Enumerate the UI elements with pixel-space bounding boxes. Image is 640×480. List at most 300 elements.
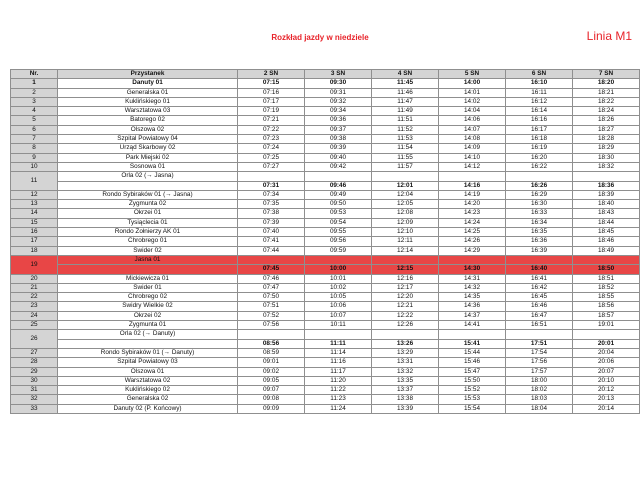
departure-time: 10:05 xyxy=(305,293,372,302)
departure-time: 14:41 xyxy=(439,321,506,330)
stop-name: Rondo Żołnierzy AK 01 xyxy=(58,228,238,237)
departure-time: 12:22 xyxy=(372,311,439,320)
departure-time: 16:46 xyxy=(506,302,573,311)
departure-time: 07:50 xyxy=(238,293,305,302)
stop-name: Chrobrego 02 xyxy=(58,293,238,302)
row-number: 28 xyxy=(11,358,58,367)
departure-time: 13:35 xyxy=(372,376,439,385)
departure-time: 14:37 xyxy=(439,311,506,320)
departure-time: 10:00 xyxy=(305,265,372,274)
table-row xyxy=(11,144,640,153)
row-number: 11 xyxy=(11,172,58,191)
stop-name: Urząd Skarbowy 02 xyxy=(58,144,238,153)
departure-time: 07:38 xyxy=(238,209,305,218)
departure-time: 16:14 xyxy=(506,107,573,116)
stop-name: Kuklińskiego 02 xyxy=(58,386,238,395)
stop-name: Szpital Powiatowy 03 xyxy=(58,358,238,367)
departure-time: 15:41 xyxy=(439,339,506,348)
departure-time: 09:37 xyxy=(305,125,372,134)
departure-time: 16:47 xyxy=(506,311,573,320)
departure-time: 16:45 xyxy=(506,293,573,302)
departure-time xyxy=(506,330,573,339)
stop-name: Danuty 02 (P. Końcowy) xyxy=(58,404,238,413)
table-row xyxy=(11,190,640,199)
row-number: 27 xyxy=(11,348,58,357)
departure-time: 08:56 xyxy=(238,339,305,348)
row-number: 21 xyxy=(11,283,58,292)
row-number: 14 xyxy=(11,209,58,218)
row-number: 8 xyxy=(11,144,58,153)
departure-time: 18:22 xyxy=(573,97,640,106)
table-row xyxy=(11,293,640,302)
departure-time: 16:10 xyxy=(506,79,573,88)
table-row xyxy=(11,283,640,292)
departure-time: 09:02 xyxy=(238,367,305,376)
header-row xyxy=(11,70,640,79)
departure-time: 11:46 xyxy=(372,88,439,97)
departure-time: 16:39 xyxy=(506,246,573,255)
departure-time: 17:54 xyxy=(506,348,573,357)
departure-time: 18:44 xyxy=(573,218,640,227)
row-number: 3 xyxy=(11,97,58,106)
departure-time: 14:01 xyxy=(439,88,506,97)
stop-name: Zygmunta 02 xyxy=(58,200,238,209)
column-header: Nr. xyxy=(11,70,58,79)
departure-time: 13:38 xyxy=(372,395,439,404)
departure-time: 09:40 xyxy=(305,153,372,162)
departure-time: 16:33 xyxy=(506,209,573,218)
departure-time: 16:22 xyxy=(506,162,573,171)
departure-time: 16:40 xyxy=(506,265,573,274)
departure-time: 16:17 xyxy=(506,125,573,134)
departure-time: 09:46 xyxy=(305,181,372,190)
departure-time: 09:55 xyxy=(305,228,372,237)
departure-time: 14:25 xyxy=(439,228,506,237)
departure-time xyxy=(372,172,439,181)
row-number: 25 xyxy=(11,321,58,330)
timetable xyxy=(10,69,640,414)
departure-time: 14:06 xyxy=(439,116,506,125)
departure-time: 09:59 xyxy=(305,246,372,255)
departure-time: 13:32 xyxy=(372,367,439,376)
departure-time xyxy=(439,330,506,339)
table-row xyxy=(11,367,640,376)
departure-time: 14:23 xyxy=(439,209,506,218)
table-row xyxy=(11,79,640,88)
row-number: 32 xyxy=(11,395,58,404)
stop-name: Olszowa 01 xyxy=(58,367,238,376)
table-row xyxy=(11,404,640,413)
departure-time: 18:21 xyxy=(573,88,640,97)
departure-time: 07:22 xyxy=(238,125,305,134)
stop-name: Batorego 02 xyxy=(58,116,238,125)
table-row xyxy=(11,255,640,264)
departure-time: 18:56 xyxy=(573,302,640,311)
departure-time: 18:02 xyxy=(506,386,573,395)
departure-time: 11:47 xyxy=(372,97,439,106)
departure-time: 12:04 xyxy=(372,190,439,199)
departure-time xyxy=(439,255,506,264)
departure-time: 07:25 xyxy=(238,153,305,162)
departure-time xyxy=(305,255,372,264)
column-header: 3 SN xyxy=(305,70,372,79)
departure-time: 12:21 xyxy=(372,302,439,311)
row-number: 15 xyxy=(11,218,58,227)
stop-name-continued xyxy=(58,265,238,274)
departure-time xyxy=(372,255,439,264)
departure-time: 18:30 xyxy=(573,153,640,162)
departure-time: 19:01 xyxy=(573,321,640,330)
departure-time: 20:12 xyxy=(573,386,640,395)
departure-time: 10:01 xyxy=(305,274,372,283)
departure-time: 15:46 xyxy=(439,358,506,367)
table-row xyxy=(11,209,640,218)
departure-time: 14:26 xyxy=(439,237,506,246)
departure-time xyxy=(573,330,640,339)
departure-time: 16:29 xyxy=(506,190,573,199)
departure-time: 07:47 xyxy=(238,283,305,292)
stop-name: Orla 02 (→ Jasna) xyxy=(58,172,238,181)
departure-time: 14:32 xyxy=(439,283,506,292)
departure-time: 11:53 xyxy=(372,135,439,144)
departure-time: 07:34 xyxy=(238,190,305,199)
departure-time: 09:54 xyxy=(305,218,372,227)
departure-time: 11:49 xyxy=(372,107,439,116)
row-number: 2 xyxy=(11,88,58,97)
row-number: 26 xyxy=(11,330,58,349)
departure-time: 16:11 xyxy=(506,88,573,97)
departure-time: 07:35 xyxy=(238,200,305,209)
departure-time: 07:51 xyxy=(238,302,305,311)
departure-time xyxy=(305,330,372,339)
stop-name: Chrobrego 01 xyxy=(58,237,238,246)
table-row xyxy=(11,376,640,385)
departure-time: 09:30 xyxy=(305,79,372,88)
departure-time: 18:39 xyxy=(573,190,640,199)
departure-time: 09:01 xyxy=(238,358,305,367)
departure-time: 10:02 xyxy=(305,283,372,292)
departure-time: 07:21 xyxy=(238,116,305,125)
departure-time xyxy=(238,255,305,264)
departure-time: 12:09 xyxy=(372,218,439,227)
departure-time: 18:50 xyxy=(573,265,640,274)
table-row xyxy=(11,218,640,227)
departure-time: 15:53 xyxy=(439,395,506,404)
departure-time: 11:11 xyxy=(305,339,372,348)
row-number: 33 xyxy=(11,404,58,413)
departure-time: 13:37 xyxy=(372,386,439,395)
departure-time: 14:09 xyxy=(439,144,506,153)
departure-time: 14:08 xyxy=(439,135,506,144)
departure-time: 11:55 xyxy=(372,153,439,162)
stop-name: Orla 02 (→ Danuty) xyxy=(58,330,238,339)
table-row xyxy=(11,302,640,311)
departure-time: 18:28 xyxy=(573,135,640,144)
table-row xyxy=(11,135,640,144)
table-row xyxy=(11,228,640,237)
departure-time: 14:16 xyxy=(439,181,506,190)
departure-time: 11:22 xyxy=(305,386,372,395)
stop-name: Rondo Sybiraków 01 (→ Jasna) xyxy=(58,190,238,199)
departure-time: 16:20 xyxy=(506,153,573,162)
departure-time: 14:35 xyxy=(439,293,506,302)
departure-time: 18:55 xyxy=(573,293,640,302)
stop-name: Jasna 01 xyxy=(58,255,238,264)
departure-time: 16:18 xyxy=(506,135,573,144)
departure-time: 11:17 xyxy=(305,367,372,376)
departure-time: 18:26 xyxy=(573,116,640,125)
column-header: Przystanek xyxy=(58,70,238,79)
departure-time: 07:56 xyxy=(238,321,305,330)
departure-time: 09:07 xyxy=(238,386,305,395)
departure-time: 12:11 xyxy=(372,237,439,246)
column-header: 6 SN xyxy=(506,70,573,79)
stop-name: Danuty 01 xyxy=(58,79,238,88)
departure-time: 16:34 xyxy=(506,218,573,227)
departure-time: 13:26 xyxy=(372,339,439,348)
departure-time: 13:29 xyxy=(372,348,439,357)
departure-time: 14:36 xyxy=(439,302,506,311)
departure-time: 14:19 xyxy=(439,190,506,199)
departure-time: 16:51 xyxy=(506,321,573,330)
table-row-arrival xyxy=(11,181,640,190)
table-row xyxy=(11,395,640,404)
departure-time: 12:08 xyxy=(372,209,439,218)
departure-time: 18:03 xyxy=(506,395,573,404)
timetable-body xyxy=(11,79,640,414)
departure-time: 14:04 xyxy=(439,107,506,116)
departure-time xyxy=(506,172,573,181)
table-row-arrival xyxy=(11,265,640,274)
departure-time: 16:30 xyxy=(506,200,573,209)
departure-time: 07:17 xyxy=(238,97,305,106)
departure-time: 18:45 xyxy=(573,228,640,237)
departure-time: 13:39 xyxy=(372,404,439,413)
stop-name: Okrzei 02 xyxy=(58,311,238,320)
table-row xyxy=(11,125,640,134)
departure-time: 11:14 xyxy=(305,348,372,357)
stop-name: Tysiąclecia 01 xyxy=(58,218,238,227)
table-row xyxy=(11,107,640,116)
departure-time: 14:20 xyxy=(439,200,506,209)
departure-time: 15:47 xyxy=(439,367,506,376)
stop-name: Olszowa 02 xyxy=(58,125,238,134)
departure-time: 12:20 xyxy=(372,293,439,302)
departure-time: 18:29 xyxy=(573,144,640,153)
departure-time: 07:31 xyxy=(238,181,305,190)
departure-time: 11:52 xyxy=(372,125,439,134)
row-number: 6 xyxy=(11,125,58,134)
departure-time: 18:36 xyxy=(573,181,640,190)
row-number: 22 xyxy=(11,293,58,302)
departure-time: 07:27 xyxy=(238,162,305,171)
row-number: 23 xyxy=(11,302,58,311)
departure-time: 16:42 xyxy=(506,283,573,292)
departure-time: 11:20 xyxy=(305,376,372,385)
table-row xyxy=(11,162,640,171)
table-row xyxy=(11,200,640,209)
departure-time xyxy=(439,172,506,181)
departure-time: 16:16 xyxy=(506,116,573,125)
row-number: 16 xyxy=(11,228,58,237)
departure-time: 10:11 xyxy=(305,321,372,330)
departure-time: 12:10 xyxy=(372,228,439,237)
stop-name: Świdry Wielkie 02 xyxy=(58,302,238,311)
stop-name-continued xyxy=(58,339,238,348)
stop-name: Mickiewicza 01 xyxy=(58,274,238,283)
row-number: 7 xyxy=(11,135,58,144)
departure-time: 12:15 xyxy=(372,265,439,274)
departure-time: 12:05 xyxy=(372,200,439,209)
departure-time: 09:49 xyxy=(305,190,372,199)
row-number: 1 xyxy=(11,79,58,88)
departure-time: 18:51 xyxy=(573,274,640,283)
departure-time: 07:39 xyxy=(238,218,305,227)
departure-time: 09:56 xyxy=(305,237,372,246)
row-number: 13 xyxy=(11,200,58,209)
departure-time: 07:46 xyxy=(238,274,305,283)
departure-time: 14:12 xyxy=(439,162,506,171)
departure-time: 07:16 xyxy=(238,88,305,97)
departure-time: 16:35 xyxy=(506,228,573,237)
departure-time: 11:45 xyxy=(372,79,439,88)
departure-time: 07:52 xyxy=(238,311,305,320)
departure-time: 09:39 xyxy=(305,144,372,153)
stop-name-continued xyxy=(58,181,238,190)
departure-time: 14:00 xyxy=(439,79,506,88)
table-row xyxy=(11,358,640,367)
departure-time: 14:30 xyxy=(439,265,506,274)
departure-time: 14:24 xyxy=(439,218,506,227)
departure-time: 20:04 xyxy=(573,348,640,357)
table-row xyxy=(11,246,640,255)
departure-time: 11:57 xyxy=(372,162,439,171)
departure-time xyxy=(506,255,573,264)
departure-time: 20:10 xyxy=(573,376,640,385)
departure-time: 07:23 xyxy=(238,135,305,144)
stop-name: Generalska 02 xyxy=(58,395,238,404)
row-number: 24 xyxy=(11,311,58,320)
departure-time: 14:02 xyxy=(439,97,506,106)
departure-time: 18:20 xyxy=(573,79,640,88)
departure-time: 15:44 xyxy=(439,348,506,357)
departure-time xyxy=(305,172,372,181)
departure-time: 18:46 xyxy=(573,237,640,246)
stop-name: Generalska 01 xyxy=(58,88,238,97)
departure-time: 07:24 xyxy=(238,144,305,153)
departure-time: 12:16 xyxy=(372,274,439,283)
departure-time: 09:36 xyxy=(305,116,372,125)
departure-time: 17:56 xyxy=(506,358,573,367)
departure-time: 18:57 xyxy=(573,311,640,320)
departure-time: 16:19 xyxy=(506,144,573,153)
departure-time: 09:31 xyxy=(305,88,372,97)
row-number: 4 xyxy=(11,107,58,116)
column-header: 4 SN xyxy=(372,70,439,79)
departure-time: 09:53 xyxy=(305,209,372,218)
stop-name: Świder 01 xyxy=(58,283,238,292)
departure-time: 16:41 xyxy=(506,274,573,283)
row-number: 17 xyxy=(11,237,58,246)
stop-name: Kuklińskiego 01 xyxy=(58,97,238,106)
departure-time: 20:01 xyxy=(573,339,640,348)
table-row xyxy=(11,88,640,97)
departure-time: 09:08 xyxy=(238,395,305,404)
stop-name: Zygmunta 01 xyxy=(58,321,238,330)
table-row xyxy=(11,311,640,320)
column-header: 2 SN xyxy=(238,70,305,79)
departure-time: 18:43 xyxy=(573,209,640,218)
row-number: 10 xyxy=(11,162,58,171)
column-header: 7 SN xyxy=(573,70,640,79)
table-row xyxy=(11,330,640,339)
departure-time: 15:54 xyxy=(439,404,506,413)
departure-time: 09:42 xyxy=(305,162,372,171)
departure-time: 15:52 xyxy=(439,386,506,395)
column-header: 5 SN xyxy=(439,70,506,79)
departure-time: 14:10 xyxy=(439,153,506,162)
table-row xyxy=(11,97,640,106)
departure-time xyxy=(573,172,640,181)
departure-time: 11:51 xyxy=(372,116,439,125)
stop-name: Warsztatowa 02 xyxy=(58,376,238,385)
departure-time: 07:45 xyxy=(238,265,305,274)
departure-time: 14:31 xyxy=(439,274,506,283)
departure-time: 11:23 xyxy=(305,395,372,404)
departure-time: 07:44 xyxy=(238,246,305,255)
departure-time: 11:16 xyxy=(305,358,372,367)
stop-name: Szpital Powiatowy 04 xyxy=(58,135,238,144)
departure-time xyxy=(238,330,305,339)
row-number: 18 xyxy=(11,246,58,255)
departure-time: 20:14 xyxy=(573,404,640,413)
departure-time xyxy=(573,255,640,264)
departure-time: 10:07 xyxy=(305,311,372,320)
departure-time: 20:13 xyxy=(573,395,640,404)
departure-time: 17:57 xyxy=(506,367,573,376)
departure-time: 09:50 xyxy=(305,200,372,209)
departure-time xyxy=(372,330,439,339)
departure-time: 18:27 xyxy=(573,125,640,134)
departure-time: 20:07 xyxy=(573,367,640,376)
departure-time: 13:31 xyxy=(372,358,439,367)
table-row xyxy=(11,321,640,330)
stop-name: Park Miejski 02 xyxy=(58,153,238,162)
row-number: 12 xyxy=(11,190,58,199)
departure-time: 18:32 xyxy=(573,162,640,171)
row-number: 9 xyxy=(11,153,58,162)
departure-time: 15:50 xyxy=(439,376,506,385)
departure-time: 09:05 xyxy=(238,376,305,385)
departure-time: 07:15 xyxy=(238,79,305,88)
departure-time: 12:14 xyxy=(372,246,439,255)
departure-time: 09:34 xyxy=(305,107,372,116)
departure-time: 18:00 xyxy=(506,376,573,385)
table-row xyxy=(11,386,640,395)
table-row xyxy=(11,348,640,357)
row-number: 29 xyxy=(11,367,58,376)
stop-name: Warsztatowa 03 xyxy=(58,107,238,116)
line-label: Linia M1 xyxy=(586,29,632,43)
table-row xyxy=(11,116,640,125)
departure-time: 18:52 xyxy=(573,283,640,292)
departure-time: 20:06 xyxy=(573,358,640,367)
departure-time: 17:51 xyxy=(506,339,573,348)
departure-time xyxy=(238,172,305,181)
departure-time: 16:36 xyxy=(506,237,573,246)
departure-time: 18:40 xyxy=(573,200,640,209)
departure-time: 07:41 xyxy=(238,237,305,246)
